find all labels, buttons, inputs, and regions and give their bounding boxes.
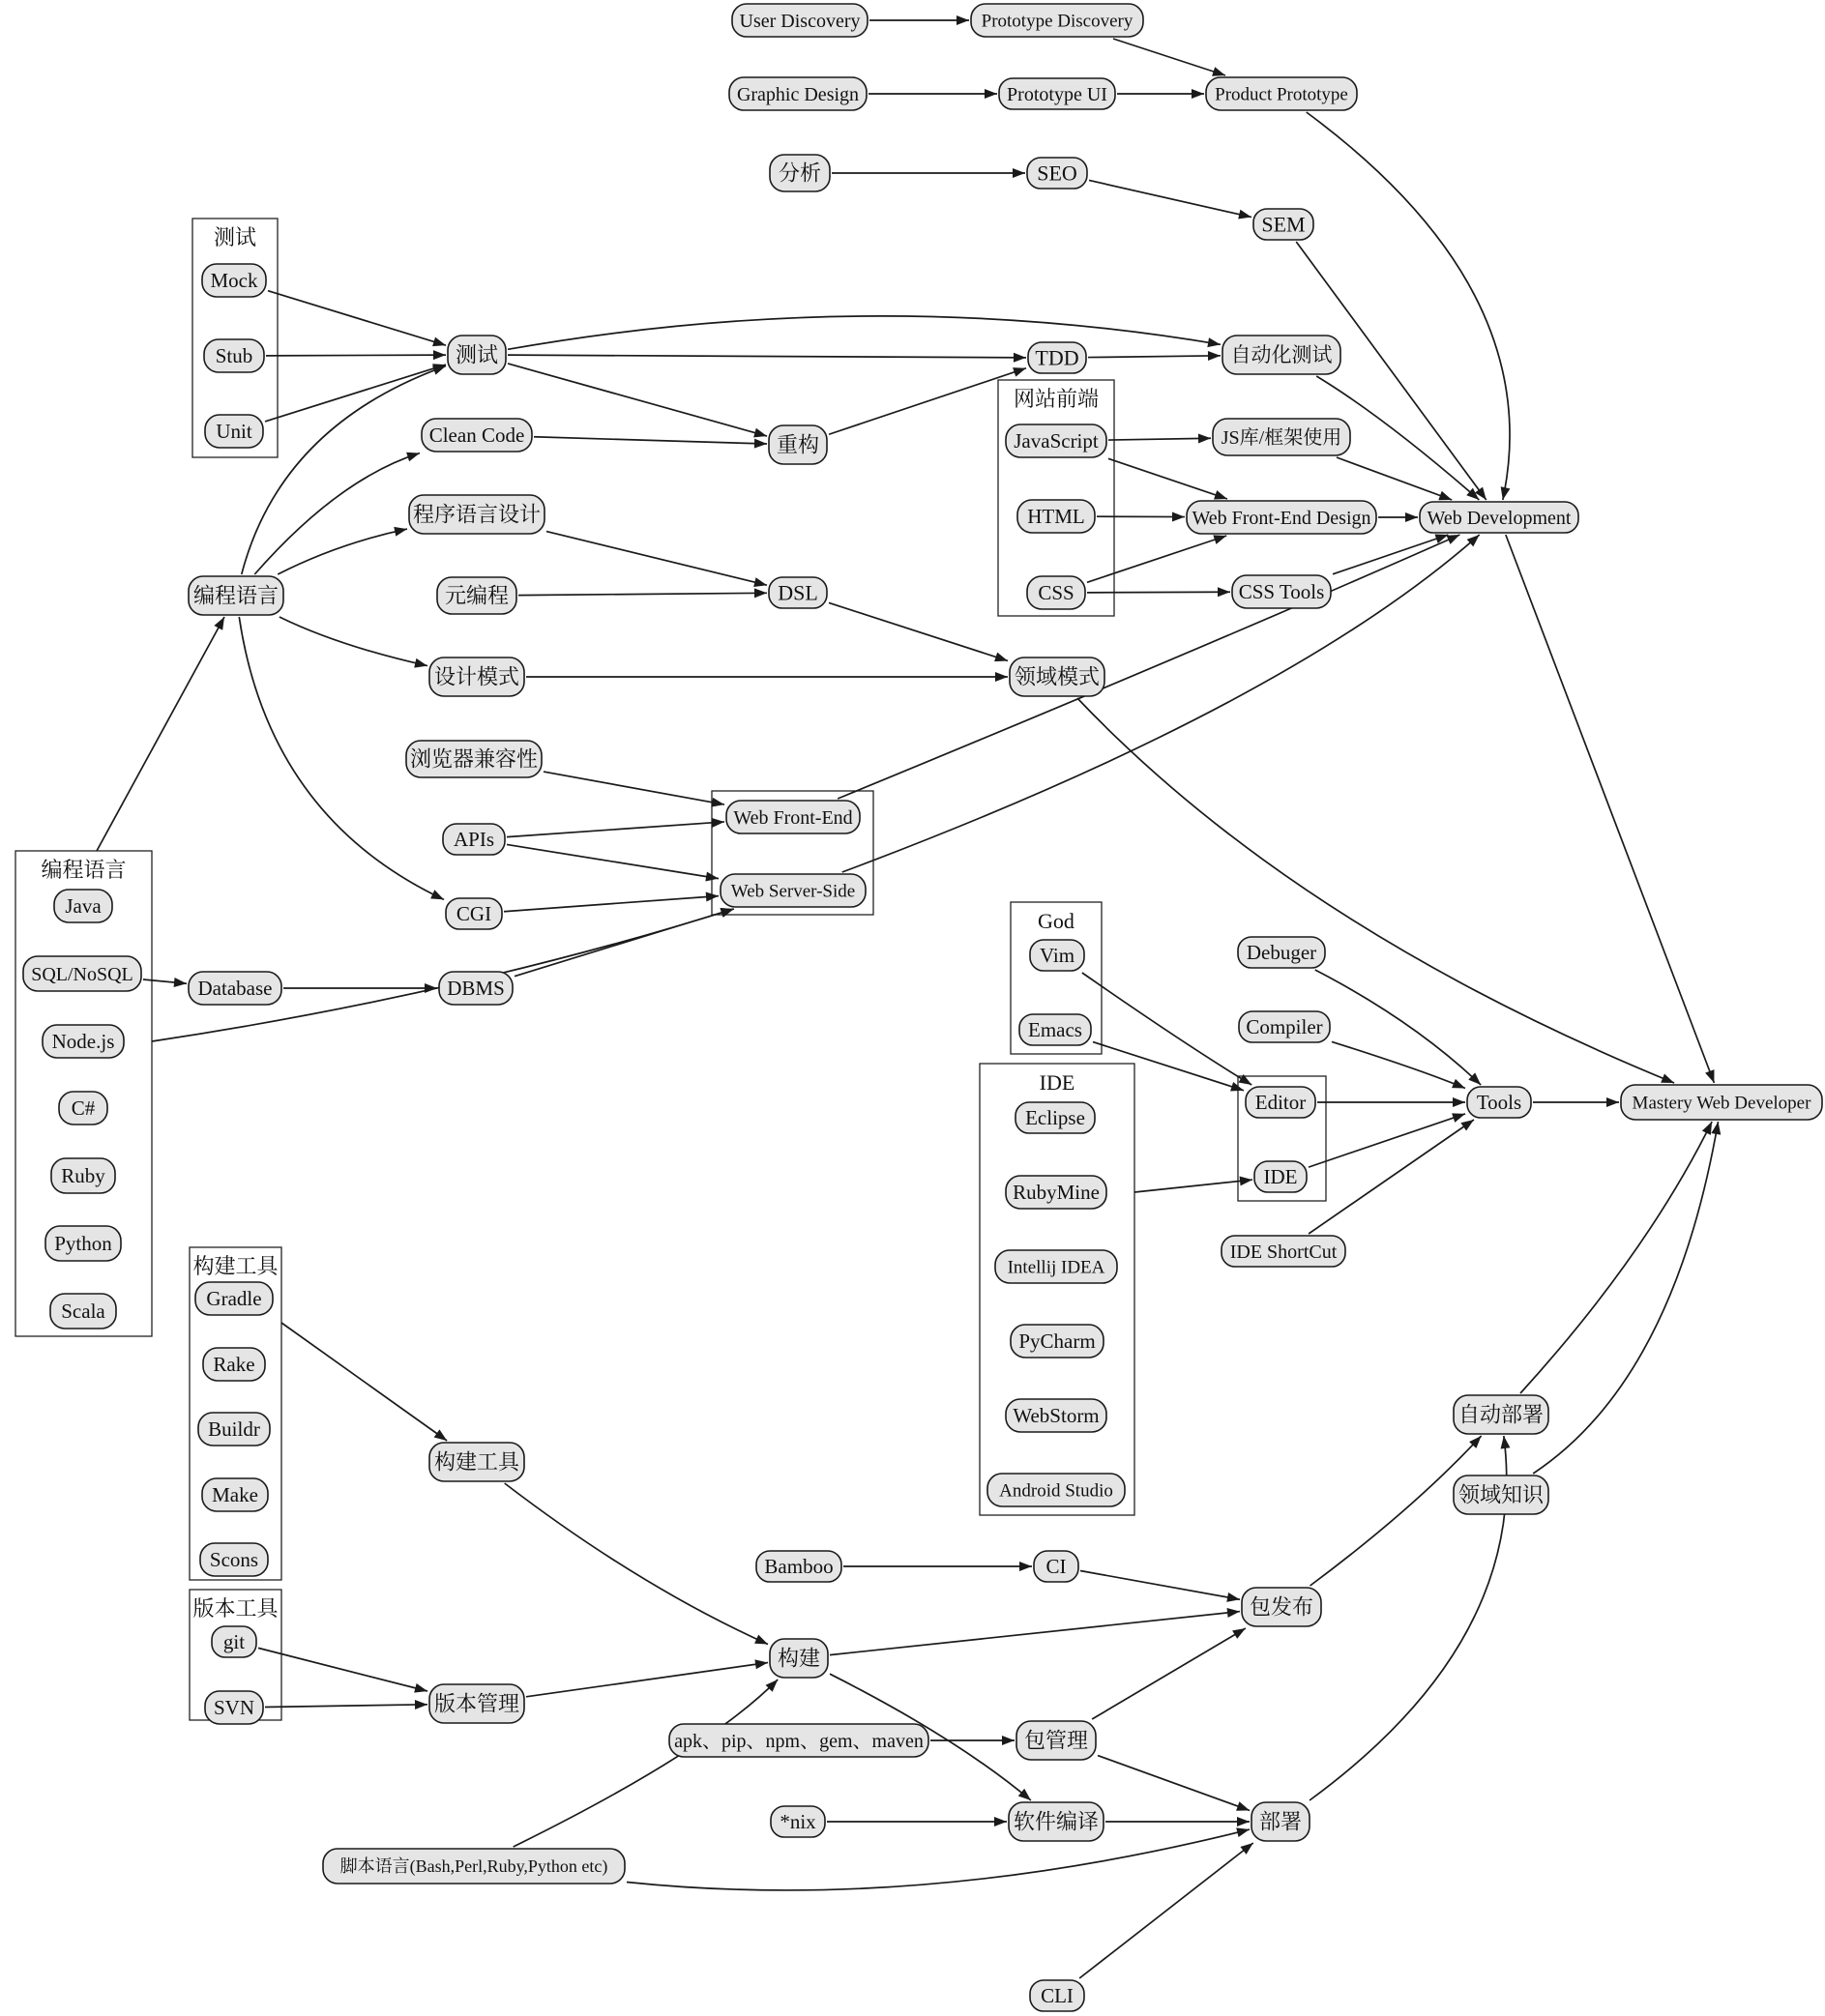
edge-build_tools-build (505, 1483, 768, 1645)
node-label-css_tools: CSS Tools (1238, 580, 1325, 604)
node-user_discovery (732, 4, 868, 37)
edge-auto_deploy-mastery (1520, 1122, 1712, 1393)
node-lang_design (409, 495, 545, 534)
node-label-wfe_design: Web Front-End Design (1192, 507, 1371, 529)
node-label-ruby: Ruby (61, 1164, 105, 1188)
node-metaprog (437, 577, 516, 614)
node-ruby (51, 1158, 115, 1193)
node-graphic_design (729, 77, 867, 110)
node-build (770, 1639, 828, 1678)
edge-clean_code-refactor (534, 437, 767, 444)
node-label-git: git (222, 1630, 246, 1654)
edge-svn-version_mgmt (265, 1705, 427, 1708)
edge-js_lib-web_dev (1337, 457, 1452, 500)
node-apis (443, 824, 505, 855)
node-label-ide: IDE (1263, 1165, 1298, 1189)
node-dsl (769, 577, 827, 608)
node-auto_test (1222, 336, 1340, 374)
node-label-build_tools: 构建工具 (433, 1449, 520, 1475)
node-nodejs (43, 1025, 124, 1058)
node-label-intellij: Intellij IDEA (1007, 1257, 1105, 1278)
node-version_mgmt (429, 1684, 524, 1723)
edge-sql_nosql-database (143, 979, 187, 983)
node-refactor (769, 425, 827, 464)
node-rake (203, 1348, 265, 1381)
node-nix (771, 1806, 825, 1837)
edge-script_lang-deploy (627, 1829, 1250, 1890)
node-label-web_server_side: Web Server-Side (730, 881, 856, 902)
node-label-android_studio: Android Studio (999, 1480, 1113, 1502)
node-label-unit: Unit (216, 420, 252, 444)
node-label-compiler: Compiler (1246, 1015, 1323, 1039)
edge-domain_knowledge-mastery (1533, 1122, 1718, 1474)
node-label-scala: Scala (61, 1300, 105, 1324)
node-css (1027, 576, 1085, 609)
node-pkg_release (1242, 1588, 1321, 1626)
edge-langcluster_proglang-prog_lang (97, 617, 224, 851)
node-webstorm (1006, 1399, 1106, 1432)
node-label-user_discovery: User Discovery (739, 10, 861, 32)
node-web_front_end (726, 801, 860, 833)
node-label-compile: 软件编译 (1013, 1809, 1100, 1834)
node-sql_nosql (23, 956, 141, 991)
node-apk_list (669, 1724, 928, 1757)
edge-pkg_mgmt-deploy (1098, 1756, 1250, 1811)
edge-css_tools-web_dev (1333, 535, 1448, 574)
edge-buildcluster_buildtools-build_tools (281, 1323, 447, 1441)
node-label-script_lang: 脚本语言(Bash,Perl,Ruby,Python etc) (339, 1856, 608, 1877)
node-label-deploy: 部署 (1258, 1809, 1303, 1834)
node-label-web_front_end: Web Front-End (733, 806, 853, 829)
edge-css-css_tools (1087, 592, 1230, 593)
edge-test-auto_test (508, 316, 1221, 349)
cluster-label-c_god: God (1038, 909, 1074, 933)
node-label-graphic_design: Graphic Design (736, 83, 860, 105)
node-seo (1027, 158, 1087, 189)
node-tools (1467, 1087, 1531, 1118)
node-label-js_lib: JS库/框架使用 (1221, 426, 1342, 449)
node-bamboo (756, 1551, 841, 1582)
node-scons (200, 1543, 268, 1576)
edge-tdd-auto_test (1088, 356, 1221, 358)
node-prototype_ui (999, 78, 1115, 109)
node-label-ci: CI (1045, 1555, 1067, 1579)
node-label-auto_deploy: 自动部署 (1457, 1402, 1545, 1427)
node-label-sem: SEM (1261, 212, 1306, 237)
node-label-nix: *nix (780, 1810, 816, 1834)
node-wfe_design (1187, 501, 1376, 534)
edge-javascript-js_lib (1108, 438, 1211, 440)
node-label-cli: CLI (1041, 1984, 1074, 2008)
node-pkg_mgmt (1016, 1721, 1096, 1760)
cluster-label-c_test: 测试 (213, 225, 257, 249)
edge-ci-pkg_release (1080, 1571, 1240, 1600)
node-label-version_mgmt: 版本管理 (433, 1691, 520, 1716)
edge-prog_lang-clean_code (254, 453, 420, 574)
edge-cgi-web_server_side (504, 896, 719, 912)
edge-test-tdd (508, 355, 1026, 358)
node-label-analysis: 分析 (778, 161, 822, 186)
node-ide (1254, 1161, 1307, 1192)
edge-prog_lang-design_pattern (280, 617, 427, 666)
node-js_lib (1213, 419, 1350, 455)
node-label-debuger: Debuger (1246, 941, 1317, 965)
cluster-label-c_frontend: 网站前端 (1013, 387, 1100, 411)
edge-git-version_mgmt (258, 1648, 427, 1691)
edge-debuger-tools (1315, 970, 1481, 1085)
node-debuger (1238, 937, 1325, 968)
node-svn (205, 1691, 263, 1724)
node-label-sql_nosql: SQL/NoSQL (31, 963, 133, 985)
node-label-pkg_release: 包发布 (1249, 1594, 1314, 1620)
edge-pkg_mgmt-pkg_release (1092, 1628, 1246, 1719)
node-git (212, 1626, 256, 1657)
node-label-mock: Mock (210, 269, 258, 293)
edge-apis-web_front_end (507, 822, 724, 837)
node-ci (1034, 1551, 1078, 1582)
node-test (448, 336, 506, 374)
node-browser_compat (406, 741, 542, 777)
node-label-pycharm: PyCharm (1018, 1329, 1096, 1354)
node-label-pkg_mgmt: 包管理 (1023, 1728, 1089, 1753)
edge-script_lang-build (514, 1680, 779, 1847)
node-label-eclipse: Eclipse (1025, 1106, 1085, 1130)
edge-browser_compat-web_front_end (544, 772, 724, 804)
edge-ide_shortcut-tools (1309, 1120, 1474, 1234)
node-label-tools: Tools (1476, 1091, 1522, 1115)
node-make (202, 1478, 268, 1511)
node-label-webstorm: WebStorm (1013, 1404, 1100, 1428)
node-design_pattern (429, 657, 524, 696)
edge-ide-tools (1309, 1114, 1465, 1167)
node-label-ide_shortcut: IDE ShortCut (1229, 1241, 1338, 1263)
node-stub (204, 339, 264, 372)
node-label-test: 测试 (455, 342, 499, 367)
node-vim (1030, 940, 1084, 971)
node-android_studio (987, 1474, 1125, 1506)
node-label-prototype_discovery: Prototype Discovery (981, 11, 1133, 32)
node-label-design_pattern: 设计模式 (433, 664, 520, 689)
node-build_tools (429, 1443, 524, 1481)
node-javascript (1006, 424, 1106, 457)
edge-version_mgmt-build (526, 1663, 768, 1697)
node-editor (1246, 1087, 1315, 1118)
cluster-label-c_lang: 编程语言 (41, 858, 127, 882)
node-analysis (770, 155, 830, 191)
node-web_dev (1420, 502, 1578, 533)
node-label-rubymine: RubyMine (1013, 1181, 1100, 1205)
node-buildr (198, 1413, 270, 1446)
node-label-apk_list: apk、pip、npm、gem、maven (674, 1730, 924, 1752)
node-compiler (1239, 1011, 1330, 1042)
node-prog_lang (189, 576, 283, 615)
edge-css-wfe_design (1087, 536, 1226, 582)
node-auto_deploy (1454, 1395, 1548, 1434)
edge-metaprog-dsl (518, 593, 767, 595)
node-label-seo: SEO (1037, 161, 1077, 186)
node-label-css: CSS (1038, 581, 1074, 605)
node-label-domain_knowledge: 领域知识 (1457, 1482, 1545, 1507)
node-deploy (1251, 1802, 1310, 1841)
node-prototype_discovery (971, 4, 1143, 37)
node-label-dsl: DSL (778, 580, 818, 605)
edge-domain_pattern-mastery (1077, 698, 1674, 1083)
node-pycharm (1011, 1325, 1104, 1358)
node-dbms (439, 972, 513, 1005)
node-html (1017, 500, 1095, 533)
edge-vim-editor (1082, 973, 1251, 1085)
edge-seo-sem (1089, 180, 1251, 217)
node-label-vim: Vim (1039, 944, 1075, 968)
cluster-label-c_ide: IDE (1039, 1070, 1075, 1095)
node-intellij (995, 1250, 1117, 1283)
node-product_prototype (1206, 77, 1357, 110)
node-label-refactor: 重构 (776, 432, 820, 457)
node-cgi (446, 898, 502, 929)
node-python (45, 1226, 121, 1261)
node-domain_knowledge (1454, 1475, 1548, 1514)
node-label-javascript: JavaScript (1014, 429, 1099, 453)
edge-web_dev-mastery (1506, 535, 1715, 1083)
node-label-python: Python (54, 1232, 112, 1256)
edge-mock-test (268, 291, 446, 345)
node-label-apis: APIs (453, 828, 495, 852)
node-label-tdd: TDD (1035, 345, 1079, 370)
node-label-domain_pattern: 领域模式 (1014, 664, 1101, 689)
node-domain_pattern (1010, 657, 1104, 696)
cluster-label-c_version: 版本工具 (192, 1596, 279, 1621)
node-label-lang_design: 程序语言设计 (412, 502, 542, 527)
node-label-dbms: DBMS (447, 977, 505, 1001)
node-mock (202, 264, 266, 297)
edge-stub-test (266, 355, 446, 356)
node-unit (205, 415, 263, 448)
node-label-gradle: Gradle (206, 1287, 262, 1311)
node-label-browser_compat: 浏览器兼容性 (409, 746, 539, 772)
edge-web_server_side-web_dev (842, 535, 1480, 872)
node-label-product_prototype: Product Prototype (1215, 84, 1348, 105)
node-java (54, 890, 112, 922)
node-label-bamboo: Bamboo (764, 1555, 834, 1579)
edge-dsl-domain_pattern (829, 602, 1008, 660)
node-css_tools (1232, 575, 1331, 608)
edge-apis-web_server_side (507, 844, 719, 878)
edge-test-refactor (508, 364, 767, 436)
node-mastery (1621, 1085, 1822, 1120)
edge-prototype_discovery-product_prototype (1113, 39, 1225, 75)
edge-build-pkg_release (830, 1612, 1240, 1655)
node-label-csharp: C# (71, 1096, 96, 1121)
node-label-auto_test: 自动化测试 (1230, 343, 1333, 367)
node-compile (1009, 1802, 1104, 1841)
edge-unit-test (265, 365, 446, 422)
edge-compiler-tools (1332, 1041, 1465, 1088)
node-tdd (1028, 342, 1086, 373)
node-label-html: HTML (1027, 505, 1085, 529)
edge-pkg_release-auto_deploy (1310, 1436, 1482, 1586)
node-rubymine (1006, 1176, 1106, 1209)
node-csharp (59, 1092, 107, 1125)
edge-prog_lang-lang_design (278, 529, 407, 574)
node-clean_code (422, 419, 532, 452)
node-label-database: Database (197, 977, 273, 1001)
node-label-nodejs: Node.js (51, 1030, 115, 1054)
edge-web_front_end-web_dev (838, 535, 1459, 799)
node-label-editor: Editor (1254, 1091, 1307, 1115)
node-label-prototype_ui: Prototype UI (1007, 83, 1107, 105)
node-label-scons: Scons (209, 1548, 259, 1572)
node-label-prog_lang: 编程语言 (192, 583, 280, 608)
node-gradle (195, 1282, 273, 1315)
node-cli (1030, 1980, 1084, 2011)
node-label-cgi: CGI (456, 902, 492, 926)
edge-cli-deploy (1079, 1843, 1253, 1978)
node-sem (1253, 209, 1313, 240)
node-label-make: Make (212, 1483, 258, 1507)
node-label-java: Java (65, 894, 102, 919)
node-database (189, 972, 281, 1005)
cluster-label-c_build: 构建工具 (192, 1254, 279, 1278)
node-eclipse (1016, 1102, 1095, 1133)
node-emacs (1019, 1014, 1091, 1045)
node-label-emacs: Emacs (1028, 1018, 1082, 1042)
node-label-web_dev: Web Development (1427, 507, 1572, 529)
edge-javascript-wfe_design (1108, 458, 1227, 499)
node-label-rake: Rake (213, 1353, 255, 1377)
node-label-stub: Stub (215, 344, 253, 368)
node-ide_shortcut (1222, 1236, 1345, 1267)
node-label-svn: SVN (213, 1696, 255, 1720)
node-label-metaprog: 元编程 (444, 583, 510, 608)
edge-idecluster_ide-ide (1134, 1180, 1252, 1192)
node-script_lang (323, 1849, 625, 1884)
node-label-build: 构建 (777, 1646, 821, 1671)
node-label-clean_code: Clean Code (428, 424, 525, 448)
edge-refactor-tdd (829, 368, 1026, 435)
node-scala (50, 1294, 116, 1329)
node-label-mastery: Mastery Web Developer (1632, 1093, 1811, 1114)
edge-lang_design-dsl (546, 532, 767, 586)
node-label-buildr: Buildr (208, 1417, 260, 1442)
node-web_server_side (721, 874, 866, 907)
